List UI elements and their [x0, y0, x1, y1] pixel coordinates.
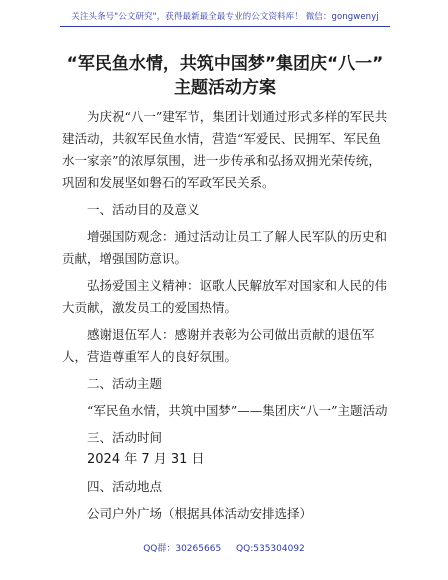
- intro-paragraph: 为庆祝“八一”建军节，集团计划通过形式多样的军民共建活动，共叙军民鱼水情，营造“军爱民、民拥军、军民鱼水一家亲”的浓厚氛围，进一步传承和弘扬双拥光荣传统，巩固和发展坚如磐石的军政军民关系。: [62, 109, 388, 190]
- theme-text: “军民鱼水情，共筑中国梦”——集团庆“八一”主题活动: [87, 403, 388, 418]
- event-date: 2024 年 7 月 31 日: [87, 452, 205, 467]
- document-title: [40, 52, 410, 100]
- footer-qq-group: QQ群：30265665: [143, 544, 222, 554]
- section-heading-location: 四、活动地点: [87, 479, 163, 494]
- event-location: 公司户外广场（根据具体活动安排选择）: [87, 506, 313, 521]
- header-banner: 关注头条号"公文研究"，获得最新最全最专业的公文资料库！ 微信：gongwenyj: [71, 12, 379, 22]
- title-line-2: 主题活动方案: [174, 78, 276, 98]
- section-heading-theme: 二、活动主题: [87, 376, 163, 391]
- document-body: [62, 106, 390, 525]
- footer-qq: QQ:535304092: [236, 544, 305, 554]
- header-divider: [60, 26, 390, 27]
- purpose-item-3: 感谢退伍军人：感谢并表彰为公司做出贡献的退伍军人，营造尊重军人的良好氛围。: [62, 327, 375, 364]
- title-line-1: “军民鱼水情，共筑中国梦”集团庆“八一”: [66, 54, 384, 74]
- section-heading-time: 三、活动时间: [87, 430, 163, 445]
- section-heading-purpose: 一、活动目的及意义: [87, 202, 200, 217]
- purpose-item-2: 弘扬爱国主义精神：讴歌人民解放军对国家和人民的伟大贡献，激发员工的爱国热情。: [62, 278, 388, 315]
- purpose-item-1: 增强国防观念：通过活动让员工了解人民军队的历史和贡献，增强国防意识。: [62, 229, 388, 266]
- footer-contact: [0, 541, 448, 554]
